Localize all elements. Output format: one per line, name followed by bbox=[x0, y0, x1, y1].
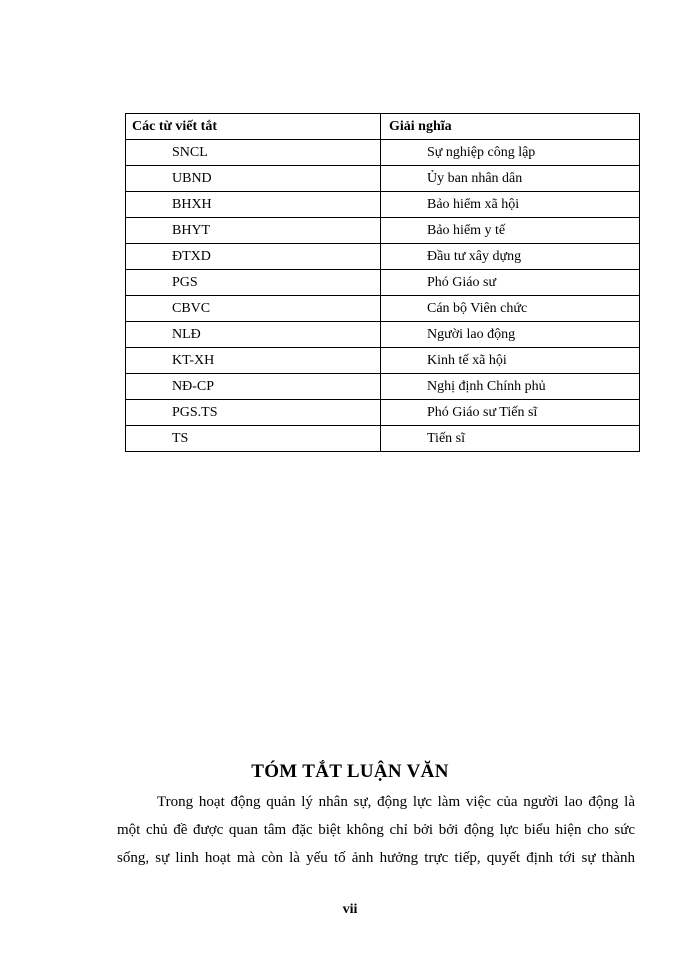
abbreviation-cell: NLĐ bbox=[126, 322, 381, 348]
abbreviation-cell: UBND bbox=[126, 166, 381, 192]
paragraph-line: một chủ đề được quan tâm đặc biệt không chỉ bởi bởi động lực biểu hiện cho sức bbox=[117, 822, 635, 838]
abbreviation-cell: SNCL bbox=[126, 140, 381, 166]
table-row bbox=[126, 166, 640, 192]
table-row bbox=[126, 322, 640, 348]
abbreviation-cell: TS bbox=[126, 426, 381, 452]
table-row bbox=[126, 374, 640, 400]
meaning-cell: Người lao động bbox=[381, 322, 640, 348]
table-row bbox=[126, 244, 640, 270]
meaning-cell: Cán bộ Viên chức bbox=[381, 296, 640, 322]
header-meaning: Giải nghĩa bbox=[381, 114, 640, 140]
meaning-cell: Sự nghiệp công lập bbox=[381, 140, 640, 166]
page-number: vii bbox=[342, 902, 358, 917]
meaning-cell: Ủy ban nhân dân bbox=[381, 166, 640, 192]
abbreviation-cell: PGS.TS bbox=[126, 400, 381, 426]
table-row bbox=[126, 348, 640, 374]
abbreviation-cell: CBVC bbox=[126, 296, 381, 322]
abbreviation-cell: BHYT bbox=[126, 218, 381, 244]
table-row bbox=[126, 192, 640, 218]
table-row bbox=[126, 400, 640, 426]
abbreviation-cell: BHXH bbox=[126, 192, 381, 218]
table-header-row bbox=[126, 114, 640, 140]
abbreviation-cell: NĐ-CP bbox=[126, 374, 381, 400]
meaning-cell: Nghị định Chính phủ bbox=[381, 374, 640, 400]
table-row bbox=[126, 426, 640, 452]
table-row bbox=[126, 218, 640, 244]
meaning-cell: Phó Giáo sư Tiến sĩ bbox=[381, 400, 640, 426]
meaning-cell: Phó Giáo sư bbox=[381, 270, 640, 296]
summary-paragraph bbox=[117, 788, 635, 872]
meaning-cell: Bảo hiểm xã hội bbox=[381, 192, 640, 218]
table-row bbox=[126, 270, 640, 296]
meaning-cell: Đầu tư xây dựng bbox=[381, 244, 640, 270]
header-abbreviation: Các từ viết tắt bbox=[126, 114, 381, 140]
summary-title: TÓM TẮT LUẬN VĂN bbox=[251, 761, 449, 782]
paragraph-line: sống, sự linh hoạt mà còn là yếu tố ảnh hưởng trực tiếp, quyết định tới sự thành bbox=[117, 850, 635, 866]
meaning-cell: Bảo hiểm y tế bbox=[381, 218, 640, 244]
meaning-cell: Kinh tế xã hội bbox=[381, 348, 640, 374]
abbreviation-cell: PGS bbox=[126, 270, 381, 296]
meaning-cell: Tiến sĩ bbox=[381, 426, 640, 452]
table-row bbox=[126, 296, 640, 322]
abbreviation-cell: ĐTXD bbox=[126, 244, 381, 270]
abbreviation-cell: KT-XH bbox=[126, 348, 381, 374]
table-row bbox=[126, 140, 640, 166]
abbreviations-table bbox=[125, 113, 640, 452]
paragraph-line: Trong hoạt động quản lý nhân sự, động lực làm việc của người lao động là bbox=[157, 794, 635, 810]
